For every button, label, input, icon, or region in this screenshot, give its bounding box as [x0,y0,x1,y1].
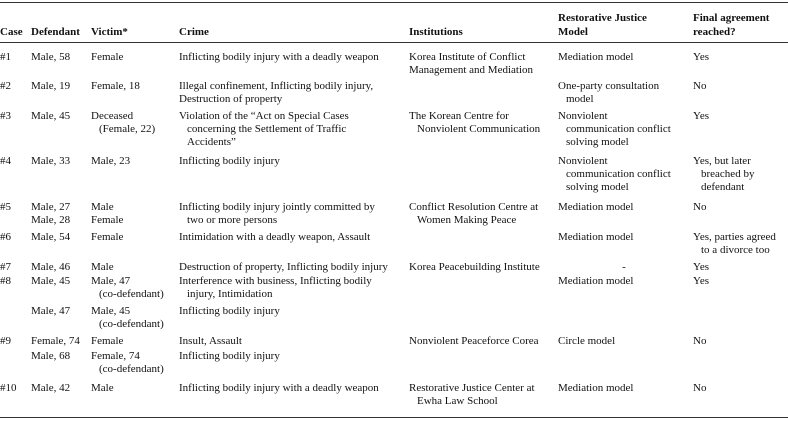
cell-final [693,155,788,194]
cell-victim: Female, 18 [91,80,140,92]
cell-model: Mediation model [558,382,634,394]
header-rule [0,42,788,43]
cell-crime: Intimidation with a deadly weapon, Assault [179,231,371,243]
cell-line: Interference with business, Inflicting bodily [179,275,372,287]
cell-line: (co-defendant) [99,288,164,300]
cell-model: Circle model [558,335,616,347]
cell-final: Yes [693,110,710,122]
cell-line: Male, 47 [91,275,131,287]
header-model-line1: Restorative Justice [558,12,647,24]
cell-final: No [693,201,707,213]
cell-final: Yes [693,275,710,287]
cell-case: #8 [0,275,11,287]
cell-crime [179,201,407,227]
cell-case: #7 [0,261,11,273]
cell-defendant: Female, 74 [31,335,80,347]
header-institutions: Institutions [409,26,463,38]
header-final-line2: reached? [693,26,736,38]
cell-line: defendant [701,181,745,193]
cell-victim [91,305,177,331]
cell-line: Accidents” [187,136,236,148]
cell-line: Ewha Law School [417,395,498,407]
cell-line: Violation of the “Act on Special Cases [179,110,349,122]
cell-crime: Inflicting bodily injury [179,350,280,362]
cell-case: #5 [0,201,11,213]
cell-institution [409,110,555,136]
cell-defendant: Male, 47 [31,305,71,317]
cell-line: Illegal confinement, Inflicting bodily injury, [179,80,374,92]
cell-crime: Inflicting bodily injury with a deadly weapon [179,382,379,394]
cell-institution: Nonviolent Peaceforce Corea [409,335,539,347]
cell-defendant: Male, 45 [31,275,71,287]
cell-victim: Female [91,231,124,243]
cell-case: #4 [0,155,11,167]
cell-line: Male, 45 [91,305,131,317]
cell-line: Destruction of property [179,93,283,105]
cell-defendant: Male, 33 [31,155,71,167]
cell-line: Inflicting bodily injury jointly committed by [179,201,375,213]
cell-victim [91,275,177,301]
cell-line: Deceased [91,110,134,122]
header-defendant: Defendant [31,26,80,38]
cell-line: Male, 28 [31,214,71,226]
cell-case: #1 [0,51,11,63]
header-victim: Victim* [91,26,128,38]
cell-crime: Inflicting bodily injury [179,305,280,317]
cell-line: Female, 74 [91,350,140,362]
header-crime: Crime [179,26,209,38]
cell-line: two or more persons [187,214,278,226]
cell-model: - [622,261,626,273]
cell-victim: Female [91,51,124,63]
cell-line: (co-defendant) [99,318,164,330]
cell-line: (Female, 22) [99,123,156,135]
cell-defendant: Male, 54 [31,231,71,243]
cell-crime [179,110,407,149]
cell-line: concerning the Settlement of Traffic [187,123,347,135]
cell-victim: Male, 23 [91,155,131,167]
cell-model: Mediation model [558,51,634,63]
cell-defendant: Male, 42 [31,382,71,394]
cell-crime: Inflicting bodily injury with a deadly weapon [179,51,379,63]
cell-line: Management and Mediation [409,64,534,76]
cell-line: model [566,93,594,105]
cell-final: No [693,382,707,394]
cell-defendant: Male, 58 [31,51,71,63]
cell-final: No [693,80,707,92]
cell-line: Restorative Justice Center at [409,382,535,394]
cell-line: Korea Institute of Conflict [409,51,526,63]
cell-case: #2 [0,80,11,92]
cell-line: (co-defendant) [99,363,164,375]
cell-line: Nonviolent [558,155,608,167]
cell-line: Male [91,201,114,213]
cell-victim [91,350,177,376]
cell-institution [409,51,555,77]
cell-line: Nonviolent [558,110,608,122]
cell-case: #9 [0,335,11,347]
cell-institution [409,382,555,408]
cell-victim: Male [91,261,114,273]
header-model-line2: Model [558,26,588,38]
cell-final: No [693,335,707,347]
cell-model [558,110,690,149]
cell-line: Male, 27 [31,201,71,213]
cell-line: to a divorce too [701,244,770,256]
header-case: Case [0,26,23,38]
cell-line: Nonviolent Communication [417,123,541,135]
cell-defendant: Male, 19 [31,80,71,92]
cell-line: Yes, parties agreed [693,231,776,243]
cell-defendant: Male, 68 [31,350,71,362]
cell-model: Mediation model [558,201,634,213]
cell-line: communication conflict [566,123,671,135]
cell-line: breached by [701,168,755,180]
cell-case: #3 [0,110,11,122]
cell-final: Yes [693,51,710,63]
cell-line: Female [91,214,124,226]
cell-line: Conflict Resolution Centre at [409,201,539,213]
cell-crime: Insult, Assault [179,335,242,347]
table-bottom-rule [0,417,788,418]
cell-line: The Korean Centre for [409,110,509,122]
cell-institution: Korea Peacebuilding Institute [409,261,540,273]
cell-crime: Inflicting bodily injury [179,155,280,167]
cell-line: One-party consultation [558,80,660,92]
cell-defendant [31,201,89,227]
cell-victim [91,110,177,136]
cell-case: #10 [0,382,17,394]
cell-defendant: Male, 45 [31,110,71,122]
cell-final: Yes [693,261,710,273]
cell-defendant: Male, 46 [31,261,71,273]
cell-crime: Destruction of property, Inflicting bodily injury [179,261,388,273]
cell-model: Mediation model [558,275,634,287]
cell-crime [179,80,407,106]
cell-model [558,80,690,106]
cell-line: communication conflict [566,168,671,180]
cell-model: Mediation model [558,231,634,243]
cell-model [558,155,690,194]
cell-institution [409,201,555,227]
header-final-line1: Final agreement [693,12,770,24]
cell-case: #6 [0,231,11,243]
cell-line: Women Making Peace [417,214,517,226]
cell-victim: Female [91,335,124,347]
cell-victim: Male [91,382,114,394]
cell-line: Yes, but later [693,155,751,167]
table-top-rule [0,2,788,3]
cell-crime [179,275,407,301]
cell-line: solving model [566,181,629,193]
cell-final [693,231,788,257]
cell-line: solving model [566,136,629,148]
cell-line: injury, Intimidation [187,288,273,300]
cell-victim [91,201,177,227]
